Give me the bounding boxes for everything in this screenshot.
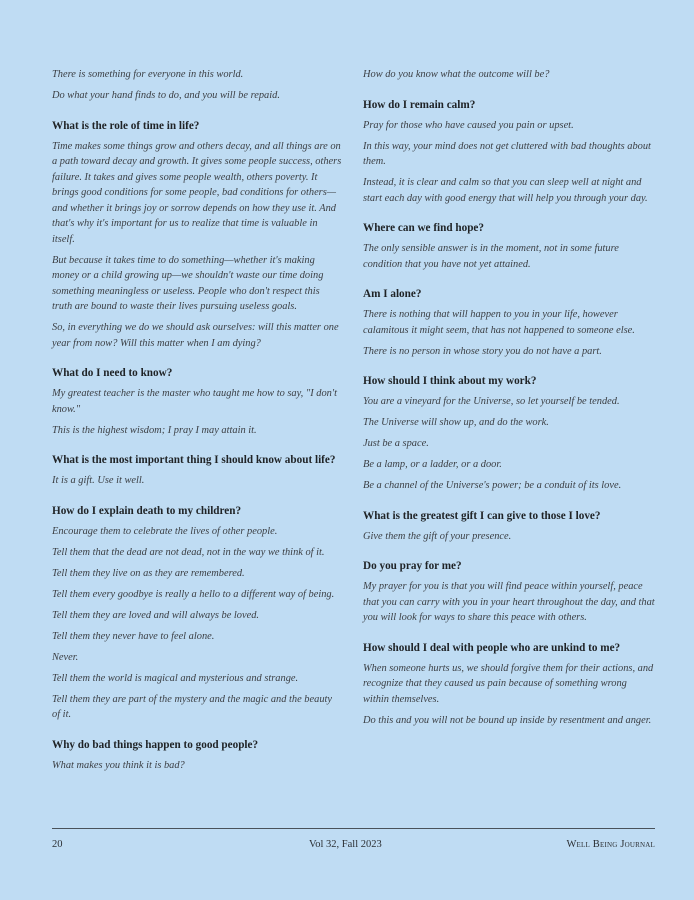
- question-heading: How should I deal with people who are unkind to me?: [363, 641, 621, 654]
- answer-paragraph: My prayer for you is that you will find peace within yourself, peace that you can carry with you in your heart throughout the day, and that you will look for ways to share this peace with others.: [363, 581, 655, 623]
- qa-section: [52, 738, 342, 774]
- answer-paragraph: You are a vineyard for the Universe, so let yourself be tended.: [363, 396, 620, 407]
- question-heading: What is the role of time in life?: [52, 119, 200, 132]
- question-heading: How should I think about my work?: [363, 375, 537, 387]
- intro-block: [52, 67, 342, 104]
- qa-section: [363, 221, 655, 272]
- answer-paragraph: The Universe will show up, and do the work.: [363, 417, 549, 428]
- answer-paragraph: Tell them the world is magical and mysterious and strange.: [52, 672, 299, 684]
- journal-name: Well Being Journal: [566, 839, 655, 850]
- qa-section: [363, 98, 655, 207]
- answer-paragraph: It is a gift. Use it well.: [52, 475, 145, 486]
- answer-paragraph: Never.: [52, 651, 79, 663]
- answer-paragraph: Instead, it is clear and calm so that you can sleep well at night and start each day with good energy that will help you through your day.: [363, 177, 648, 204]
- answer-paragraph: Just be a space.: [363, 438, 429, 449]
- question-heading: Why do bad things happen to good people?: [52, 738, 259, 751]
- answer-paragraph: Give them the gift of your presence.: [363, 530, 512, 542]
- qa-section: [363, 374, 655, 494]
- answer-paragraph: What makes you think it is bad?: [52, 759, 185, 771]
- answer-paragraph: Tell them they are part of the mystery and the magic and the beauty of it.: [52, 693, 333, 720]
- qa-section: [52, 366, 342, 438]
- answer-paragraph: So, in everything we do we should ask ourselves: will this matter one year from now? Will this matter when I am dying?: [52, 322, 339, 349]
- qa-section: [52, 119, 342, 352]
- answer-paragraph: There is no person in whose story you do not have a part.: [363, 345, 602, 357]
- intro-line: There is something for everyone in this world.: [52, 69, 244, 80]
- question-heading: Do you pray for me?: [363, 560, 462, 572]
- qa-section: [363, 559, 655, 626]
- answer-paragraph: Pray for those who have caused you pain or upset.: [363, 119, 574, 131]
- page-footer: [52, 839, 655, 855]
- answer-paragraph: The only sensible answer is in the moment, not in some future condition that you have not yet attained.: [363, 243, 619, 270]
- intro-line: Do what your hand finds to do, and you will be repaid.: [52, 90, 280, 101]
- answer-paragraph: Encourage them to celebrate the lives of other people.: [52, 525, 278, 537]
- answer-paragraph: Be a channel of the Universe's power; be a conduit of its love.: [363, 480, 622, 491]
- answer-paragraph: In this way, your mind does not get cluttered with bad thoughts about them.: [363, 140, 651, 167]
- answer-paragraph: Tell them they live on as they are remembered.: [52, 567, 245, 579]
- left-column: [52, 67, 342, 773]
- qa-section: [363, 287, 655, 359]
- answer-paragraph: There is nothing that will happen to you in your life, however calamitous it might seem, that has not happened to someone else.: [363, 309, 635, 336]
- answer-paragraph: This is the highest wisdom; I pray I may attain it.: [52, 424, 257, 436]
- right-column: [363, 67, 655, 728]
- answer-paragraph: Do this and you will not be bound up inside by resentment and anger.: [363, 714, 652, 726]
- answer-paragraph: Tell them every goodbye is really a hello to a different way of being.: [52, 588, 335, 600]
- question-heading: Where can we find hope?: [363, 222, 484, 234]
- page-number: 20: [52, 839, 63, 850]
- answer-paragraph: Tell them they never have to feel alone.: [52, 630, 215, 642]
- question-heading: What is the greatest gift I can give to those I love?: [363, 509, 601, 522]
- answer-paragraph: When someone hurts us, we should forgive them for their actions, and recognize that they caused us pain because of something wrong within themselves.: [363, 662, 654, 705]
- answer-paragraph: My greatest teacher is the master who taught me how to say, "I don't know.": [52, 388, 337, 415]
- question-heading: How do I remain calm?: [363, 98, 476, 111]
- answer-paragraph: Tell them they are loved and will always be loved.: [52, 609, 260, 621]
- question-heading: How do I explain death to my children?: [52, 504, 242, 517]
- answer-paragraph: But because it takes time to do something—whether it's making money or a child growing up—we shouldn't waste our time doing something meaningless or useless. People who don't respect this truth are bound to waste their lives pursuing useless goals.: [52, 254, 324, 312]
- answer-paragraph: Tell them that the dead are not dead, not in the way we think of it.: [52, 546, 325, 558]
- issue-volume: Vol 32, Fall 2023: [309, 839, 382, 850]
- question-heading: What is the most important thing I should know about life?: [52, 454, 336, 466]
- question-heading: What do I need to know?: [52, 367, 173, 379]
- qa-section: [363, 509, 655, 545]
- question-heading: Am I alone?: [363, 288, 422, 300]
- answer-paragraph: Be a lamp, or a ladder, or a door.: [363, 459, 502, 470]
- qa-section: [52, 453, 342, 489]
- qa-section: [52, 504, 342, 723]
- intro-block: [363, 67, 655, 83]
- intro-line: How do you know what the outcome will be?: [363, 69, 550, 80]
- answer-paragraph: Time makes some things grow and others decay, and all things are on a path toward decay and growth. It gives some people success, others failure. It takes and gives some people wealth, others poverty. It brings good conditions for some people, bad conditions for others—and whether it brings joy or sorrow depends on how they use it. And that's why it's important for us to realize that time is valuable in itself.: [52, 140, 342, 245]
- qa-section: [363, 641, 655, 729]
- footer-divider: [52, 828, 655, 829]
